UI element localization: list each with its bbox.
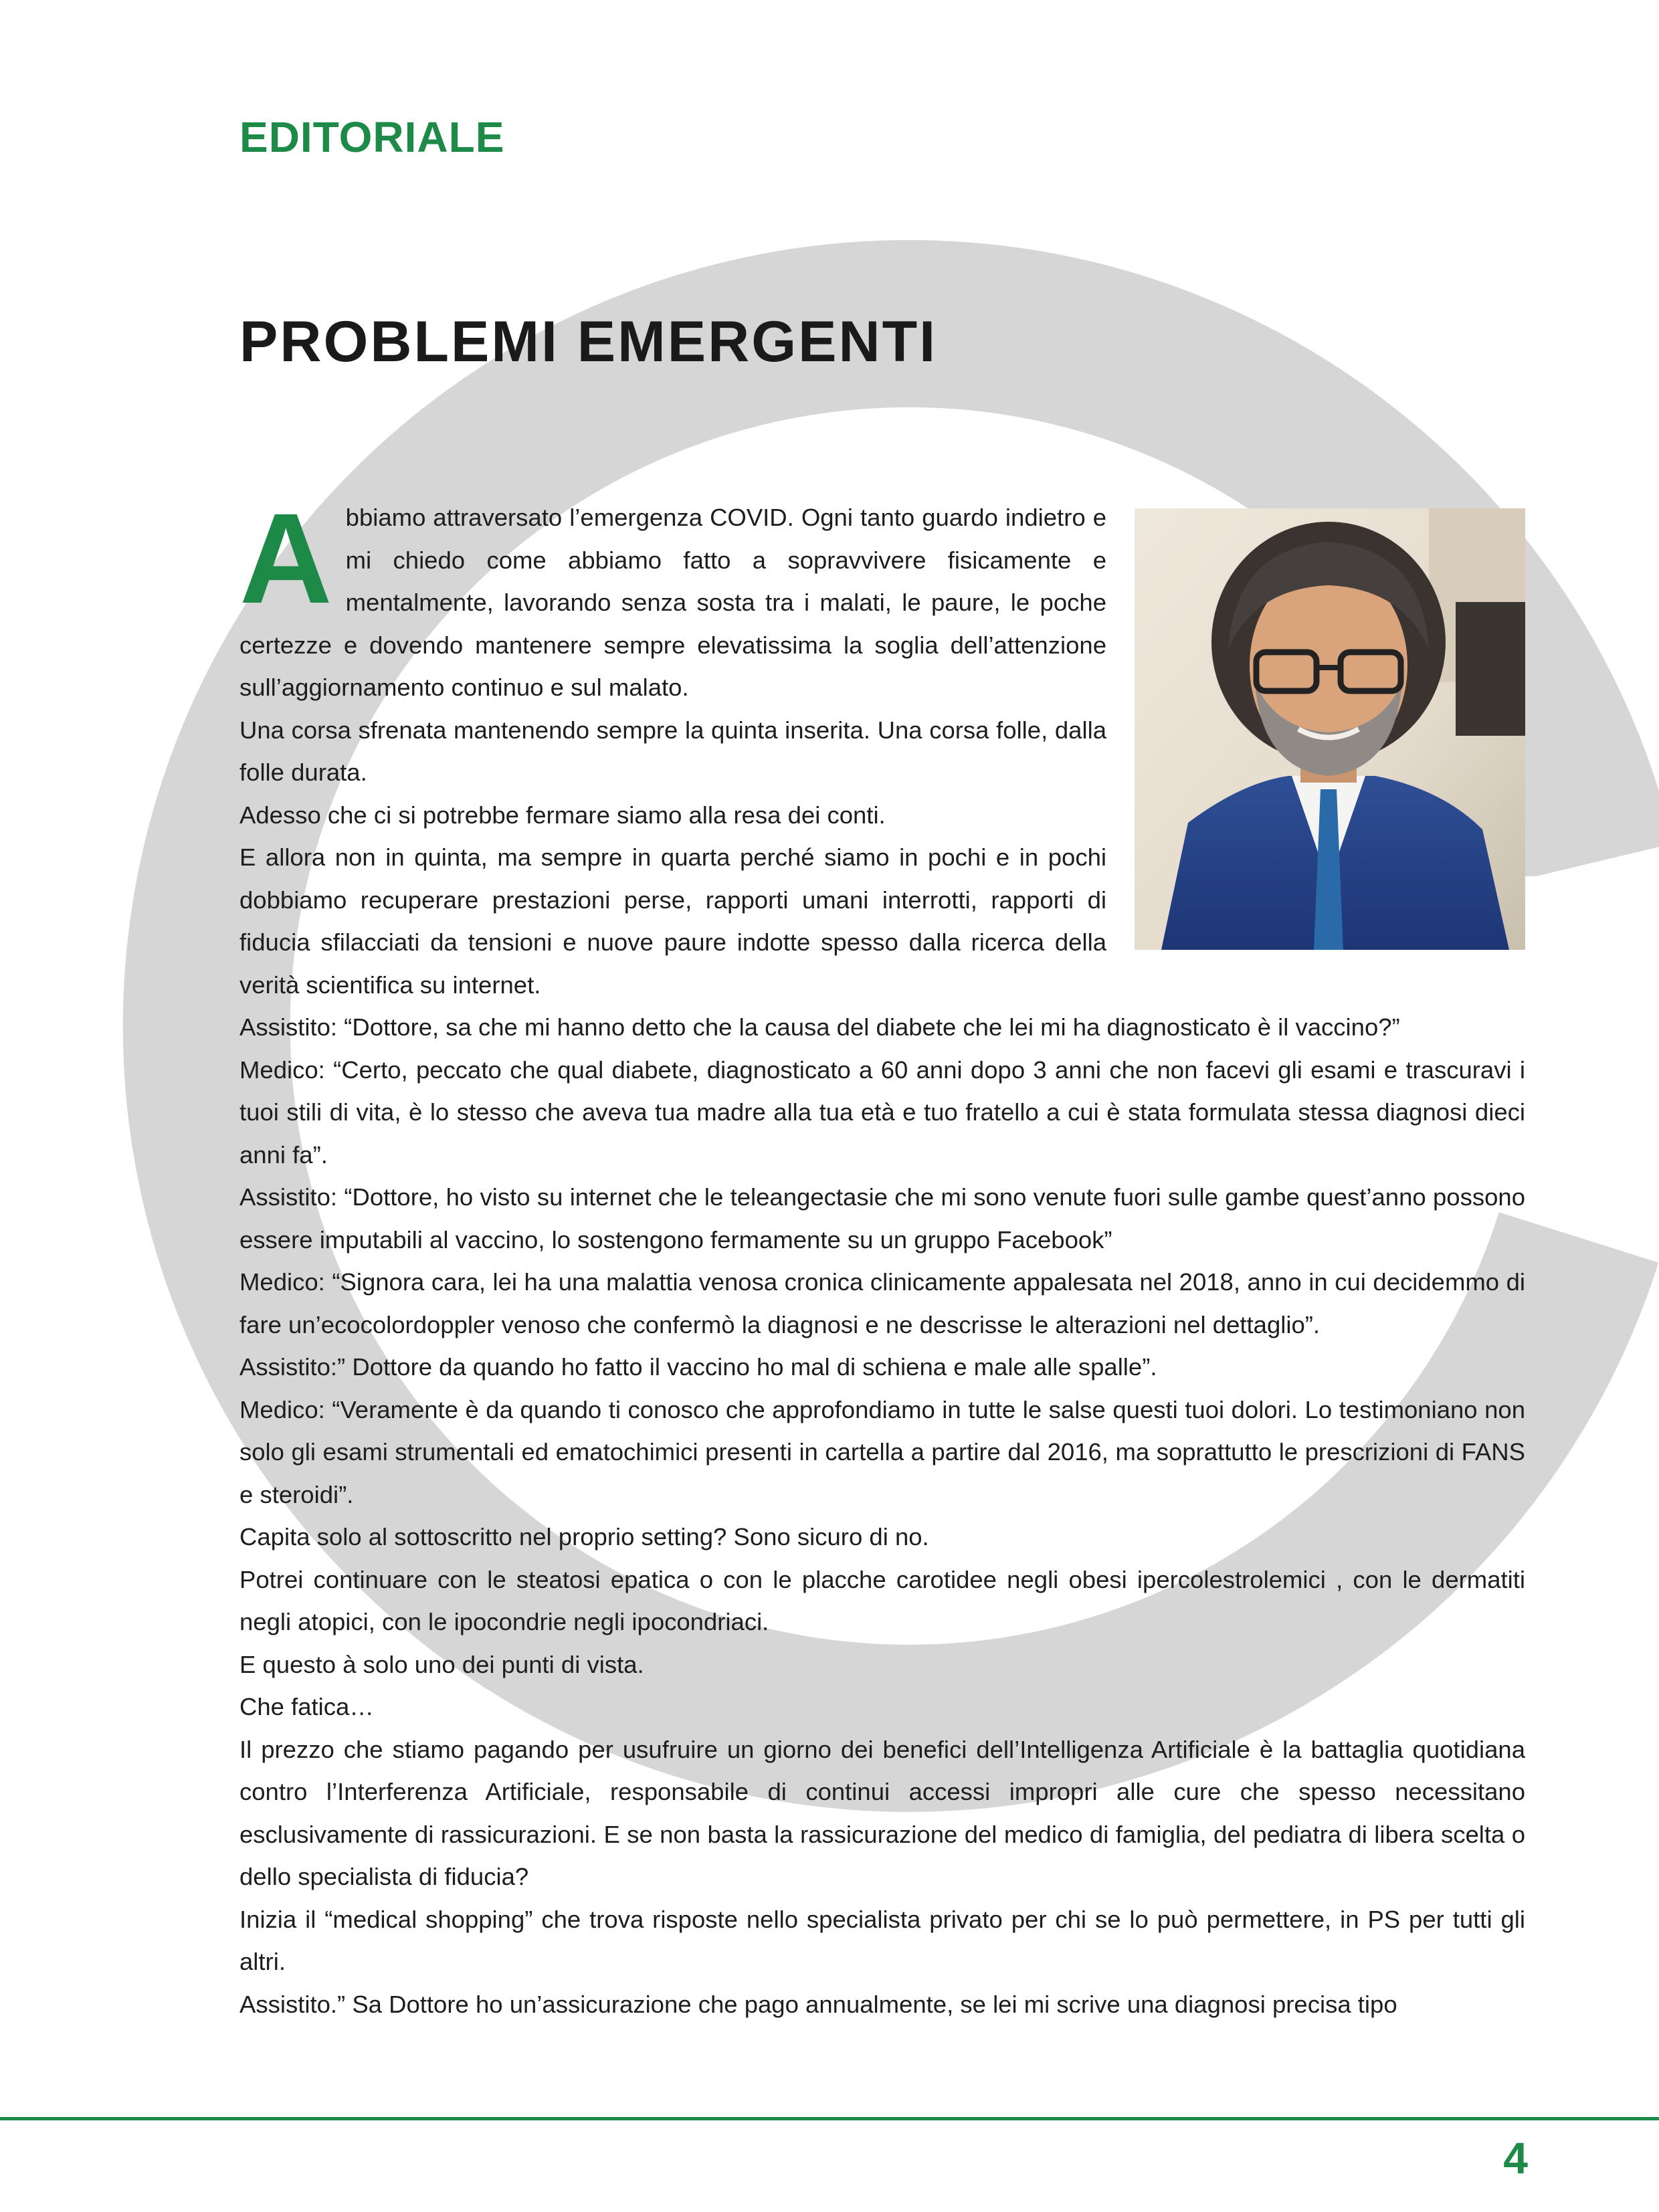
article-paragraph: Medico: “Veramente è da quando ti conosco che approfondiamo in tutte le salse questi tuoi dolori. Lo testimoniano non solo gli esami strumentali ed ematochimici presenti in cartella a partire dal 2016, ma soprattutto le prescrizioni di FANS e steroidi”. xyxy=(239,1395,1525,1508)
article-paragraph: Il prezzo che stiamo pagando per usufruire un giorno dei benefici dell’Intelligenza Artificiale è la battaglia quotidiana contro l’Interferenza Artificiale, responsabile di continui accessi impropri alle cure che spesso necessitano esclusivamente di rassicurazioni. E se non basta la rassicurazione del medico di famiglia, del pediatra di libera scelta o dello specialista di fiducia? xyxy=(239,1735,1525,1890)
photo-wrap-space xyxy=(1106,496,1525,995)
article-paragraph: Assistito: “Dottore, sa che mi hanno detto che la causa del diabete che lei mi ha diagnosticato è il vaccino?” xyxy=(239,1013,1400,1041)
article-paragraph: E questo à solo uno dei punti di vista. xyxy=(239,1650,644,1678)
section-label: EDITORIALE xyxy=(239,113,505,161)
article-paragraph: Capita solo al sottoscritto nel proprio setting? Sono sicuro di no. xyxy=(239,1523,929,1550)
article-paragraph: Assistito: “Dottore, ho visto su internet che le teleangectasie che mi sono venute fuori sulle gambe quest’anno possono essere imputabili al vaccino, lo sostengono fermamente su un gruppo Facebook” xyxy=(239,1183,1525,1253)
article-paragraph: Inizia il “medical shopping” che trova risposte nello specialista privato per chi se lo può permettere, in PS per tutti gli altri. xyxy=(239,1905,1525,1975)
article-paragraph: E allora non in quinta, ma sempre in quarta perché siamo in pochi e in pochi dobbiamo recuperare prestazioni perse, rapporti umani interrotti, rapporti di fiducia sfilacciati da tensioni e nuove paure indotte spesso dalla ricerca della verità scientifica su internet. xyxy=(239,843,1106,999)
article-paragraph: Una corsa sfrenata mantenendo sempre la quinta inserita. Una corsa folle, dalla folle durata. xyxy=(239,716,1106,786)
article-body xyxy=(239,486,1525,2025)
article-paragraph: Che fatica… xyxy=(239,1693,374,1720)
paragraph-text: bbiamo attraversato l’emergenza COVID. Ogni tanto guardo indietro e mi chiedo come abbiamo fatto a sopravvivere fisicamente e mentalmente, lavorando senza sosta tra i malati, le paure, le poche certezze e dovendo mantenere sempre elevatissima la soglia dell’attenzione sull’aggiornamento continuo e sul malato. xyxy=(239,504,1106,701)
article-paragraph: Medico: “Certo, peccato che qual diabete, diagnosticato a 60 anni dopo 3 anni che non facevi gli esami e trascuravi i tuoi stili di vita, è lo stesso che aveva tua madre alla tua età e tuo fratello a cui è stata formulata stessa diagnosi dieci anni fa”. xyxy=(239,1055,1525,1169)
article-paragraph: Medico: “Signora cara, lei ha una malattia venosa cronica clinicamente appalesata nel 2018, anno in cui decidemmo di fare un’ecocolordoppler venoso che confermò la diagnosi e ne descrisse le alterazioni nel dettaglio”. xyxy=(239,1268,1525,1338)
article-paragraph: Assistito:” Dottore da quando ho fatto il vaccino ho mal di schiena e male alle spalle”. xyxy=(239,1353,1157,1381)
article-paragraph: Potrei continuare con le steatosi epatica o con le placche carotidee negli obesi ipercolestrolemici , con le dermatiti negli atopici, con le ipocondrie negli ipocondriaci. xyxy=(239,1565,1525,1635)
article-title: PROBLEMI EMERGENTI xyxy=(239,310,938,374)
footer-divider xyxy=(0,2117,1659,2120)
drop-cap: A xyxy=(239,486,332,630)
page-number: 4 xyxy=(1503,2133,1528,2183)
article-paragraph: Adesso che ci si potrebbe fermare siamo alla resa dei conti. xyxy=(239,801,886,829)
article-paragraph: Assistito.” Sa Dottore ho un’assicurazione che pago annualmente, se lei mi scrive una diagnosi precisa tipo xyxy=(239,1990,1397,2018)
